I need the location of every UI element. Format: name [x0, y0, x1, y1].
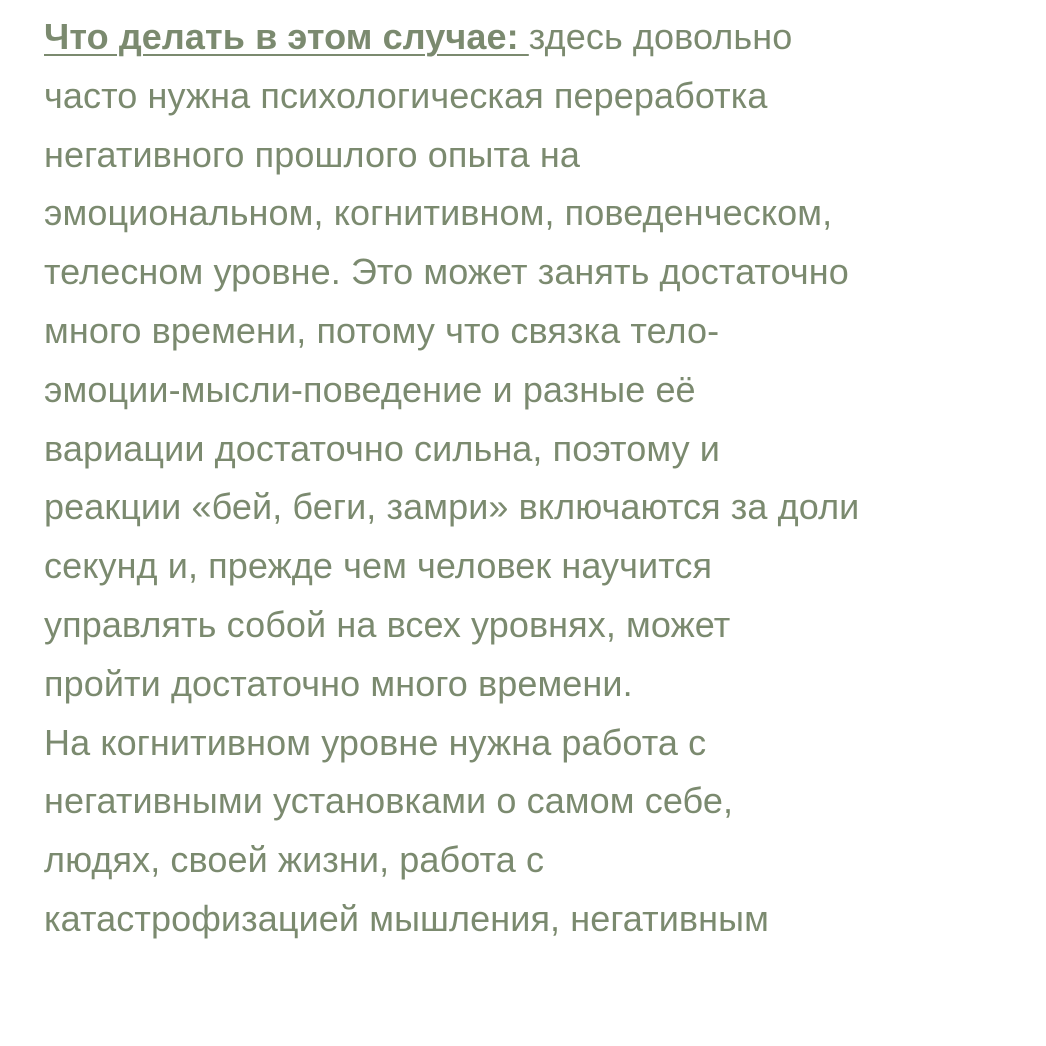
text-line-13: На когнитивном уровне нужна работа с — [44, 721, 707, 763]
text-line-2: часто нужна психологическая переработка — [44, 74, 768, 116]
text-line-4: эмоциональном, когнитивном, поведенческом, — [44, 192, 833, 234]
article-text — [44, 8, 1034, 949]
text-line-9: реакции «бей, беги, замри» включаются за доли — [44, 486, 860, 528]
text-line-1 — [44, 8, 1034, 67]
text-line-14: негативными установками о самом себе, — [44, 780, 734, 822]
text-line-5: телесном уровне. Это может занять достаточно — [44, 251, 849, 293]
text-line-3: негативного прошлого опыта на — [44, 133, 580, 175]
text-line-8: вариации достаточно сильна, поэтому и — [44, 427, 720, 469]
text-line-11: управлять собой на всех уровнях, может — [44, 603, 731, 645]
text-line-15: людях, своей жизни, работа с — [44, 839, 545, 881]
section-heading: Что делать в этом случае: — [44, 16, 529, 57]
text-line-10: секунд и, прежде чем человек научится — [44, 545, 713, 587]
text-line-12: пройти достаточно много времени. — [44, 662, 633, 704]
text-line-16: катастрофизацией мышления, негативным — [44, 897, 769, 939]
text-line-6: много времени, потому что связка тело- — [44, 309, 720, 351]
text-line-1-body: здесь довольно — [528, 16, 793, 57]
text-line-7: эмоции-мысли-поведение и разные её — [44, 368, 696, 410]
